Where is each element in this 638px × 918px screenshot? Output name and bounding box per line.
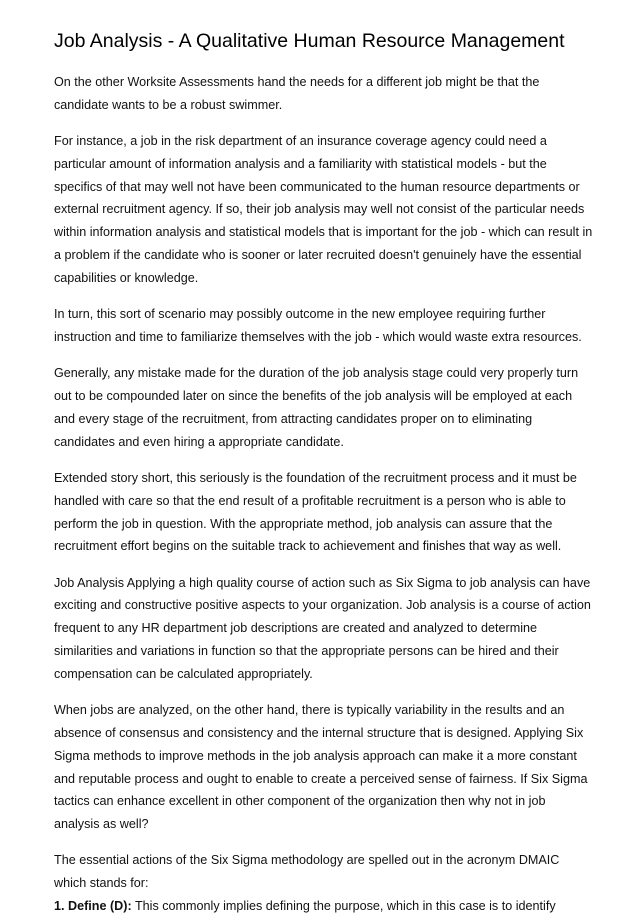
paragraph: When jobs are analyzed, on the other hand, there is typically variability in the results and an absence of consensus and consistency and the internal structure that is designed. Applying Six Sigma methods to improve methods in the job analysis approach can make it a more constant and reputable process and ought to enable to create a perceived sense of fairness. If Six Sigma tactics can enhance excellent in other component of the organization then why not in job analysis as well?	[54, 703, 588, 832]
paragraph: In turn, this sort of scenario may possibly outcome in the new employee requiring further instruction and time to familiarize themselves with the job - which would waste extra resources.	[54, 307, 582, 344]
paragraph: Generally, any mistake made for the duration of the job analysis stage could very properly turn out to be compounded later on since the benefits of the job analysis will be employed at each and every stage of the recruitment, from attracting candidates proper on to eliminating candidates and even hiring a appropriate candidate.	[54, 366, 579, 449]
list-item-define	[54, 895, 594, 918]
paragraph: Job Analysis Applying a high quality course of action such as Six Sigma to job analysis can have exciting and constructive positive aspects to your organization. Job analysis is a course of action frequent to any HR department job descriptions are created and analyzed to determine similarities and variations in function so that the appropriate persons can be hired and their compensation can be calculated appropriately.	[54, 575, 591, 681]
document-page	[54, 28, 594, 918]
paragraph: On the other Worksite Assessments hand the needs for a different job might be that the candidate wants to be a robust swimmer.	[54, 75, 540, 112]
list-item-label: 1. Define (D):	[54, 899, 132, 913]
paragraph: For instance, a job in the risk department of an insurance coverage agency could need a particular amount of information analysis and a familiarity with statistical models - but the specifics of that may well not have been communicated to the human resource departments or external recruitment agency. If so, their job analysis may well not consist of the particular needs within information analysis and statistical models that is important for the job - which can result in a problem if the candidate who is sooner or later recruited doesn't genuinely have the essential capabilities or knowledge.	[54, 134, 593, 285]
paragraph: The essential actions of the Six Sigma methodology are spelled out in the acronym DMAIC which stands for:	[54, 853, 560, 891]
document-title: Job Analysis - A Qualitative Human Resource Management	[54, 30, 565, 52]
paragraph: Extended story short, this seriously is the foundation of the recruitment process and it must be handled with care so that the end result of a profitable recruitment is a person who is able to perform the job in question. With the appropriate method, job analysis can assure that the recruitment effort begins on the suitable track to achievement and finishes that way as well.	[54, 470, 577, 554]
list-item-text: This commonly implies defining the purpose, which in this case is to identify	[131, 899, 556, 913]
